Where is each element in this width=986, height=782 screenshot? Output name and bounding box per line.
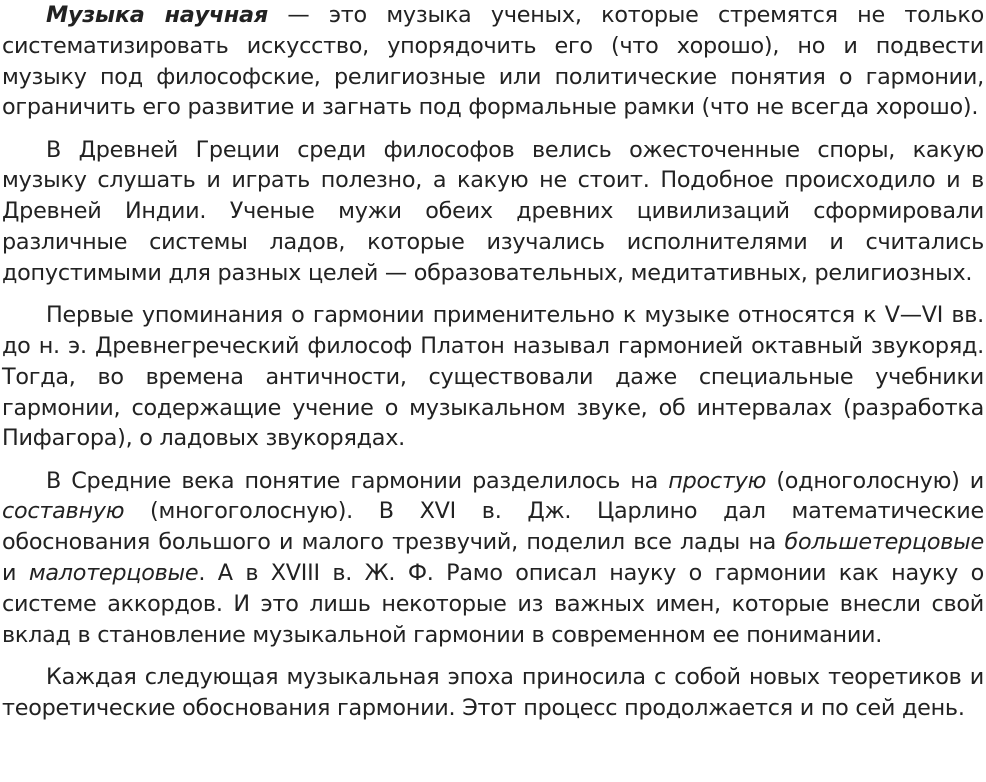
paragraph-text: В Древней Греции среди философов велись ожесточенные споры, какую музыку слушать и играть полезно, а какую не стоит. Подобное происходило и в Древней Индии. Ученые мужи обеих древних цивилизаций сформировали различные системы ладов, которые изучались исполнителями и считались допустимыми для разных целей — образовательных, медитативных, религиозных. bbox=[2, 136, 984, 286]
emphasis-major-third: большетерцовые bbox=[784, 529, 984, 556]
emphasis-simple: простую bbox=[668, 467, 767, 494]
paragraph-first-mentions bbox=[2, 300, 984, 454]
paragraph-each-era bbox=[2, 662, 984, 724]
paragraph-middle-ages bbox=[2, 466, 984, 651]
document-page bbox=[2, 0, 984, 724]
paragraph-text: — это музыка ученых, которые стремятся не только систематизировать искусство, упорядочить его (что хорошо), но и подвести музыку под философские, религиозные или политические понятия о гармонии, ограничить его развитие и загнать под формальные рамки (что не всегда хорошо). bbox=[2, 2, 985, 121]
paragraph-text: и bbox=[2, 560, 29, 587]
paragraph-text: . А в XVIII в. Ж. Ф. Рамо описал науку о гармонии как науку о системе аккордов. И это лишь некоторые из важных имен, которые внесли свой вклад в становление музыкальной гармонии в современном ее понимании. bbox=[2, 560, 984, 648]
emphasis-minor-third: малотерцовые bbox=[28, 560, 199, 587]
paragraph-definition bbox=[2, 0, 984, 123]
paragraph-text: В Средние века понятие гармонии разделилось на bbox=[46, 467, 669, 494]
term-scientific-music: Музыка научная bbox=[46, 2, 268, 28]
emphasis-compound: составную bbox=[2, 498, 125, 525]
paragraph-text: (одноголосную) и bbox=[766, 467, 984, 494]
paragraph-text: Каждая следующая музыкальная эпоха приносила с собой новых теоретиков и теоретические обоснования гармонии. Этот процесс продолжается и по сей день. bbox=[2, 663, 984, 721]
paragraph-text: (многоголосную). В XVI в. Дж. Царлино дал математические обоснования большого и малого трезвучий, поделил все лады на bbox=[2, 498, 984, 556]
paragraph-text: Первые упоминания о гармонии применительно к музыке относятся к V—VI вв. до н. э. Древнегреческий философ Платон называл гармонией октавный звукоряд. Тогда, во времена античности, существовали даже специальные учебники гармонии, содержащие учение о музыкальном звуке, об интервалах (разработка Пифагора), о ладовых звукорядах. bbox=[2, 302, 984, 452]
paragraph-ancient-greece bbox=[2, 135, 984, 289]
